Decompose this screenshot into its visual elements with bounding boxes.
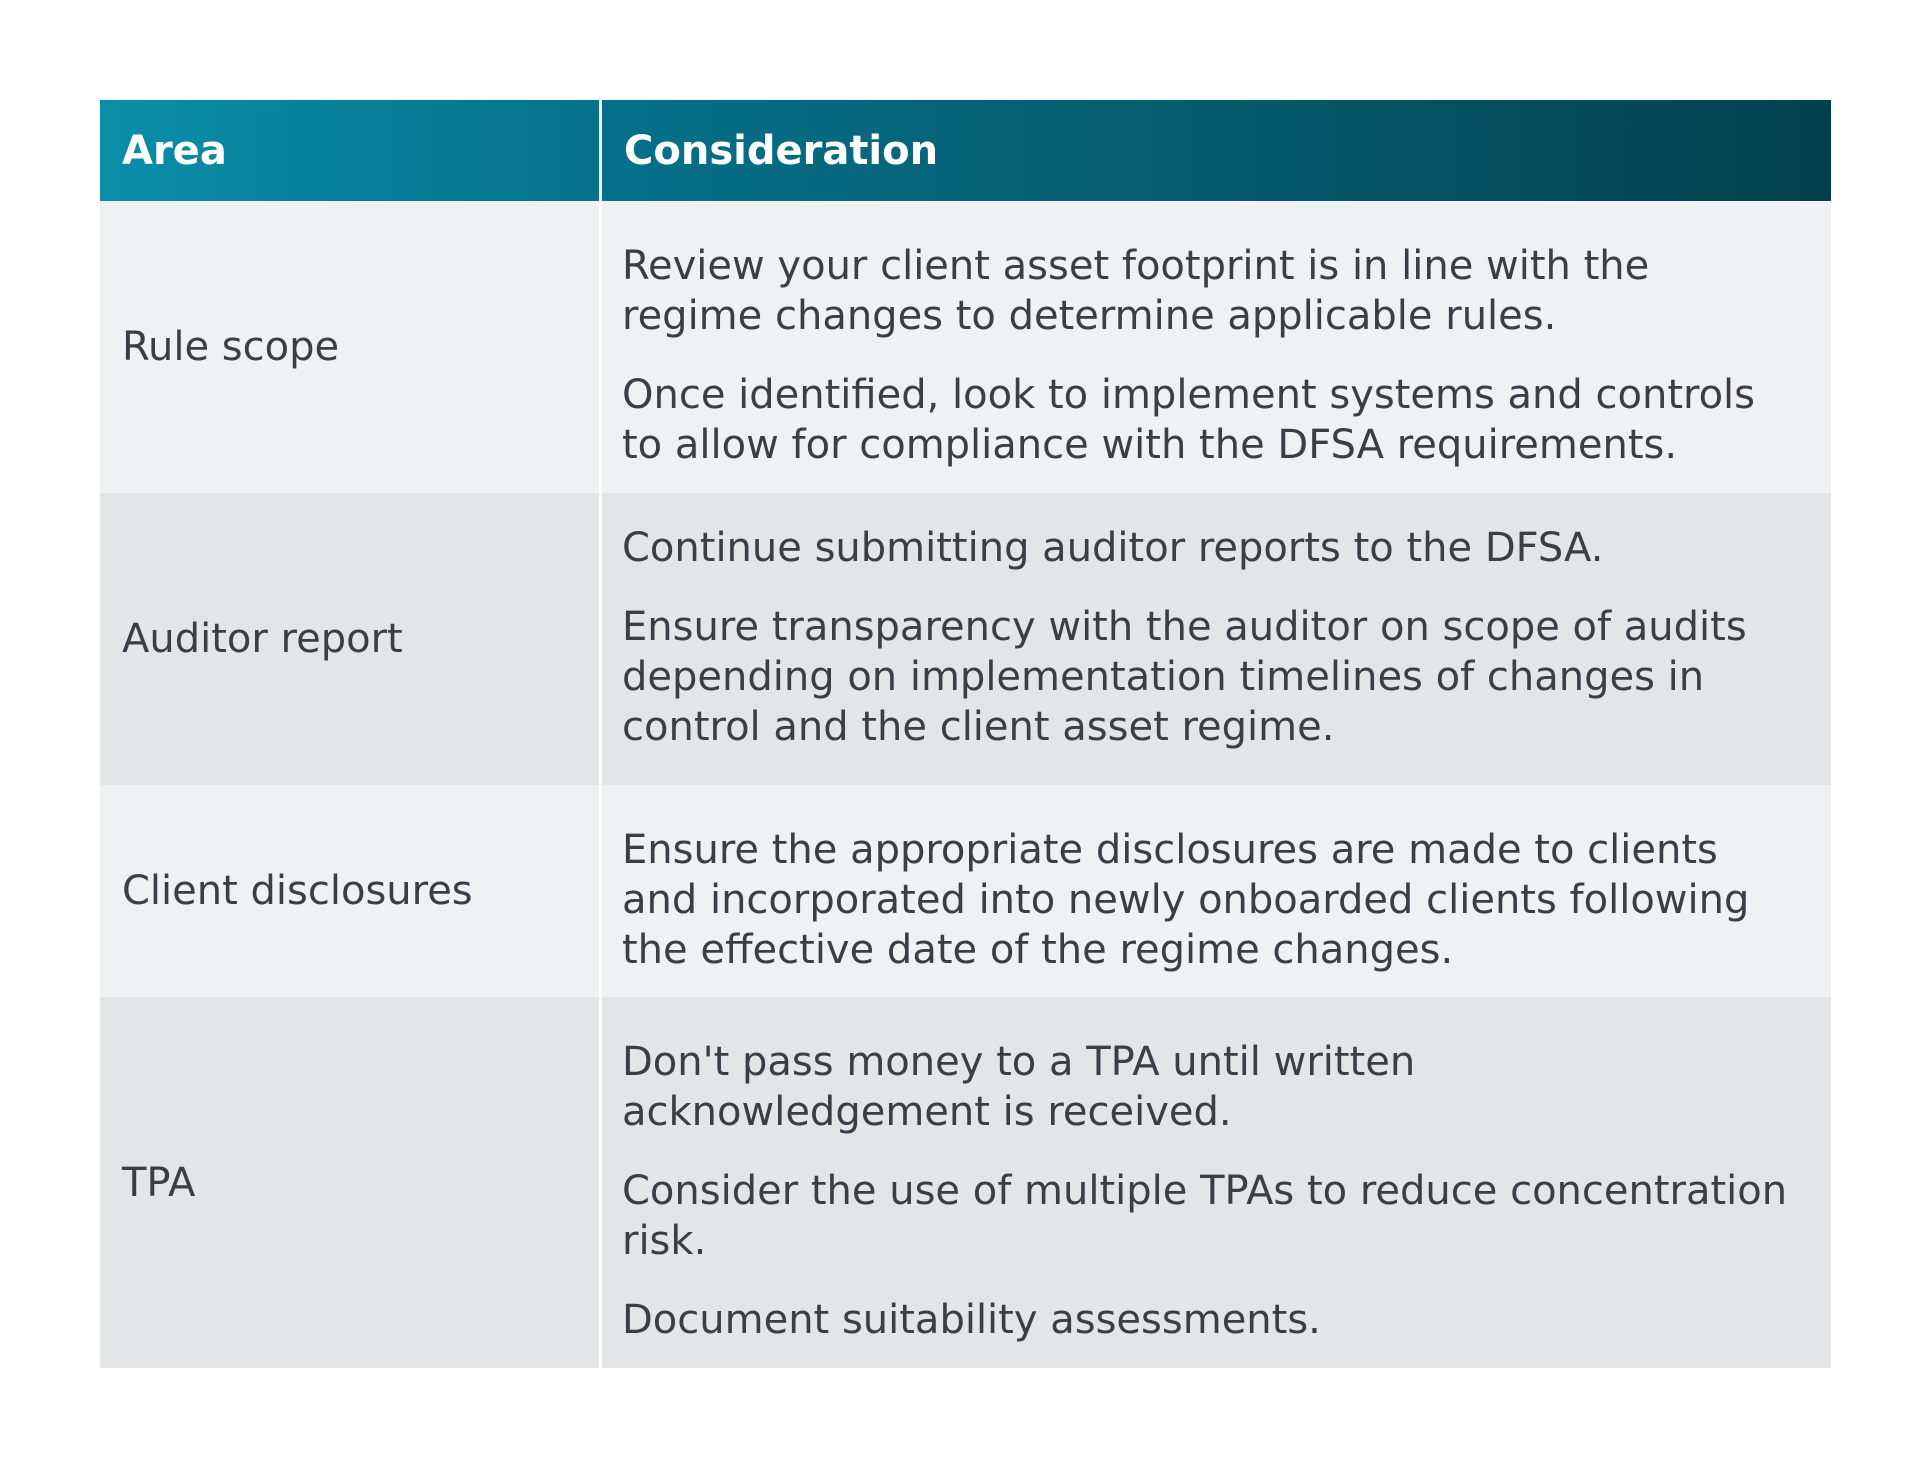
consideration-text: Document suitability assessments.: [622, 1297, 1321, 1343]
consideration-cell: [602, 201, 1831, 493]
area-cell: TPA: [100, 997, 602, 1368]
consideration-cell: [602, 997, 1831, 1368]
table-row: [100, 201, 1831, 493]
consideration-text: Ensure transparency with the auditor on scope of audits depending on implementation timelines of changes in control and the client asset regime.: [622, 604, 1747, 750]
area-cell: Rule scope: [100, 201, 602, 493]
consideration-text: Consider the use of multiple TPAs to reduce concentration risk.: [622, 1168, 1788, 1264]
area-cell: Client disclosures: [100, 785, 602, 997]
header-area: Area: [100, 100, 602, 201]
table-row: [100, 997, 1831, 1368]
consideration-text: Review your client asset footprint is in line with the regime changes to determine applicable rules.: [622, 243, 1650, 339]
table-row: [100, 785, 1831, 997]
consideration-text: Once identified, look to implement systems and controls to allow for compliance with the DFSA requirements.: [622, 372, 1755, 468]
consideration-cell: [602, 493, 1831, 785]
header-consideration: Consideration: [624, 127, 939, 174]
table-header: [100, 100, 1831, 201]
consideration-text: Ensure the appropriate disclosures are made to clients and incorporated into newly onboarded clients following the effective date of the regime changes.: [622, 827, 1750, 973]
table-row: [100, 493, 1831, 785]
area-cell: Auditor report: [100, 493, 602, 785]
consideration-text: Continue submitting auditor reports to the DFSA.: [622, 525, 1604, 571]
consideration-cell: [602, 785, 1831, 997]
considerations-table: [100, 100, 1831, 1368]
consideration-text: Don't pass money to a TPA until written acknowledgement is received.: [622, 1039, 1416, 1135]
